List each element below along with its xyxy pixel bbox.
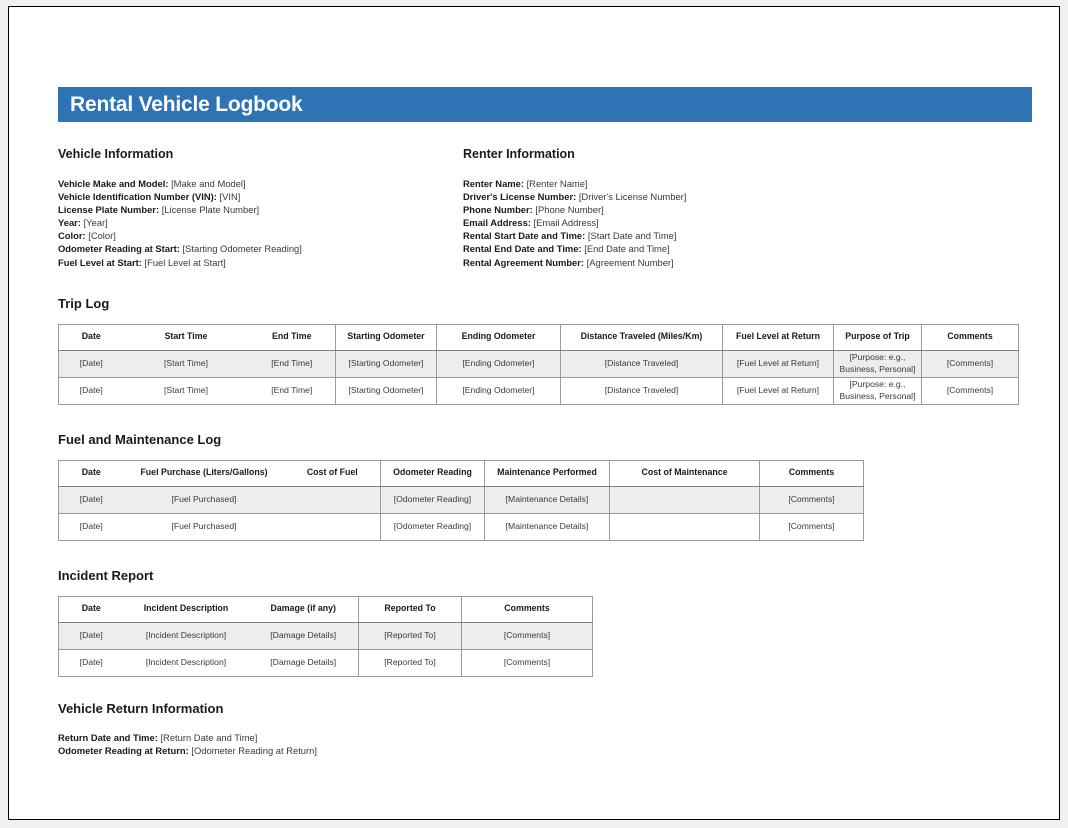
col-header-distance-traveled: Distance Traveled (Miles/Km)	[561, 324, 723, 350]
col-header-incident-description: Incident Description	[124, 596, 249, 622]
cell-damage: [Damage Details]	[249, 649, 359, 676]
field-label: Vehicle Identification Number (VIN):	[58, 191, 217, 203]
vehicle-return-fields	[58, 731, 1033, 757]
field-email-address	[463, 216, 868, 229]
document-page	[8, 6, 1060, 820]
col-header-starting-odometer: Starting Odometer	[336, 324, 437, 350]
cell-reported-to: [Reported To]	[359, 649, 462, 676]
col-header-cost-of-fuel: Cost of Fuel	[285, 460, 381, 486]
col-header-ending-odometer: Ending Odometer	[437, 324, 561, 350]
col-header-damage: Damage (if any)	[249, 596, 359, 622]
cell-date: [Date]	[59, 486, 124, 513]
col-header-comments: Comments	[922, 324, 1019, 350]
field-value: [Start Date and Time]	[587, 230, 677, 242]
field-label: Email Address:	[463, 217, 531, 229]
trip-log-table-wrap	[58, 324, 1033, 405]
field-fuel-level-at-start	[58, 256, 463, 269]
field-odometer-at-start	[58, 242, 463, 255]
field-label: Odometer Reading at Start:	[58, 243, 180, 255]
trip-log-heading: Trip Log	[58, 295, 110, 311]
col-header-maintenance-performed: Maintenance Performed	[485, 460, 610, 486]
field-rental-agreement-number	[463, 256, 868, 269]
field-color	[58, 229, 463, 242]
table-header-row	[59, 596, 593, 622]
field-label: Rental Agreement Number:	[463, 256, 585, 268]
field-vin	[58, 190, 463, 203]
vehicle-information-heading: Vehicle Information	[58, 147, 174, 161]
trip-log-section	[58, 296, 1033, 405]
field-label: Phone Number:	[463, 204, 533, 216]
field-odometer-at-return	[58, 744, 1033, 757]
vehicle-return-information-section	[58, 701, 1033, 757]
cell-cost-of-maintenance	[610, 486, 760, 513]
field-phone-number	[463, 203, 868, 216]
field-label: Fuel Level at Start:	[58, 256, 142, 268]
cell-comments: [Comments]	[462, 622, 593, 649]
cell-cost-of-maintenance	[610, 513, 760, 540]
cell-comments: [Comments]	[462, 649, 593, 676]
cell-odometer-reading: [Odometer Reading]	[381, 486, 485, 513]
cell-start-time: [Start Time]	[124, 377, 249, 404]
cell-distance-traveled: [Distance Traveled]	[561, 377, 723, 404]
cell-fuel-purchase: [Fuel Purchased]	[124, 486, 285, 513]
col-header-date: Date	[59, 460, 124, 486]
cell-comments: [Comments]	[922, 350, 1019, 377]
cell-incident-description: [Incident Description]	[124, 649, 249, 676]
field-label: Color:	[58, 230, 86, 242]
col-header-cost-of-maintenance: Cost of Maintenance	[610, 460, 760, 486]
cell-fuel-level-at-return: [Fuel Level at Return]	[723, 350, 834, 377]
field-value: [Return Date and Time]	[160, 731, 258, 743]
renter-information-fields	[463, 177, 868, 269]
col-header-date: Date	[59, 324, 124, 350]
table-header-row	[59, 460, 864, 486]
cell-odometer-reading: [Odometer Reading]	[381, 513, 485, 540]
incident-report-heading: Incident Report	[58, 567, 154, 583]
cell-comments: [Comments]	[922, 377, 1019, 404]
field-renter-name	[463, 177, 868, 190]
cell-comments: [Comments]	[760, 486, 864, 513]
cell-date: [Date]	[59, 513, 124, 540]
cell-distance-traveled: [Distance Traveled]	[561, 350, 723, 377]
field-value: [Color]	[88, 230, 116, 242]
table-row	[59, 377, 1019, 404]
col-header-comments: Comments	[462, 596, 593, 622]
vehicle-information-fields	[58, 177, 463, 269]
col-header-odometer-reading: Odometer Reading	[381, 460, 485, 486]
cell-end-time: [End Time]	[249, 377, 336, 404]
col-header-purpose-of-trip: Purpose of Trip	[834, 324, 922, 350]
cell-reported-to: [Reported To]	[359, 622, 462, 649]
incident-report-section	[58, 568, 1033, 677]
vehicle-information-section	[58, 147, 463, 269]
information-columns	[58, 147, 1033, 269]
cell-date: [Date]	[59, 377, 124, 404]
col-header-end-time: End Time	[249, 324, 336, 350]
field-license-plate	[58, 203, 463, 216]
field-value: [Driver's License Number]	[578, 191, 687, 203]
renter-information-heading: Renter Information	[463, 147, 575, 161]
field-label: Odometer Reading at Return:	[58, 744, 189, 756]
table-header-row	[59, 324, 1019, 350]
field-label: Rental End Date and Time:	[463, 243, 582, 255]
cell-end-time: [End Time]	[249, 350, 336, 377]
field-rental-start-date-time	[463, 229, 868, 242]
field-value: [End Date and Time]	[584, 243, 670, 255]
trip-log-table	[58, 324, 1019, 405]
field-label: Rental Start Date and Time:	[463, 230, 586, 242]
fuel-maintenance-log-section	[58, 432, 1033, 541]
cell-purpose-of-trip: [Purpose: e.g., Business, Personal]	[834, 377, 922, 404]
table-row	[59, 486, 864, 513]
cell-ending-odometer: [Ending Odometer]	[437, 377, 561, 404]
cell-starting-odometer: [Starting Odometer]	[336, 377, 437, 404]
vehicle-return-information-heading: Vehicle Return Information	[58, 700, 224, 716]
cell-cost-of-fuel	[285, 513, 381, 540]
field-value: [Agreement Number]	[586, 256, 674, 268]
field-label: Renter Name:	[463, 178, 524, 189]
field-value: [Phone Number]	[535, 204, 604, 216]
field-value: [Year]	[83, 217, 108, 229]
field-label: Year:	[58, 217, 81, 229]
fuel-maintenance-table-wrap	[58, 460, 1033, 541]
cell-maintenance-performed: [Maintenance Details]	[485, 513, 610, 540]
field-label: License Plate Number:	[58, 204, 160, 216]
col-header-fuel-level-at-return: Fuel Level at Return	[723, 324, 834, 350]
fuel-maintenance-log-table	[58, 460, 864, 541]
col-header-reported-to: Reported To	[359, 596, 462, 622]
cell-damage: [Damage Details]	[249, 622, 359, 649]
field-label: Driver's License Number:	[463, 191, 577, 203]
field-drivers-license-number	[463, 190, 868, 203]
cell-date: [Date]	[59, 350, 124, 377]
page-title: Rental Vehicle Logbook	[70, 92, 303, 116]
cell-ending-odometer: [Ending Odometer]	[437, 350, 561, 377]
field-year	[58, 216, 463, 229]
col-header-start-time: Start Time	[124, 324, 249, 350]
field-value: [Email Address]	[533, 217, 599, 229]
col-header-comments: Comments	[760, 460, 864, 486]
field-value: [License Plate Number]	[161, 204, 260, 216]
cell-fuel-level-at-return: [Fuel Level at Return]	[723, 377, 834, 404]
col-header-fuel-purchase: Fuel Purchase (Liters/Gallons)	[124, 460, 285, 486]
field-value: [Starting Odometer Reading]	[182, 243, 302, 255]
field-value: [Make and Model]	[171, 178, 246, 189]
cell-incident-description: [Incident Description]	[124, 622, 249, 649]
fuel-maintenance-log-heading: Fuel and Maintenance Log	[58, 431, 222, 447]
cell-start-time: [Start Time]	[124, 350, 249, 377]
field-value: [Renter Name]	[526, 178, 588, 189]
renter-information-section	[463, 147, 868, 269]
cell-fuel-purchase: [Fuel Purchased]	[124, 513, 285, 540]
incident-report-table	[58, 596, 593, 677]
cell-comments: [Comments]	[760, 513, 864, 540]
table-row	[59, 513, 864, 540]
table-row	[59, 622, 593, 649]
incident-report-table-wrap	[58, 596, 1033, 677]
field-value: [Odometer Reading at Return]	[191, 744, 317, 756]
field-value: [Fuel Level at Start]	[144, 256, 226, 268]
cell-starting-odometer: [Starting Odometer]	[336, 350, 437, 377]
field-label: Return Date and Time:	[58, 731, 158, 743]
field-value: [VIN]	[219, 191, 241, 203]
cell-purpose-of-trip: [Purpose: e.g., Business, Personal]	[834, 350, 922, 377]
field-return-date-time	[58, 731, 1033, 744]
field-label: Vehicle Make and Model:	[58, 178, 169, 189]
table-row	[59, 350, 1019, 377]
cell-date: [Date]	[59, 649, 124, 676]
document-body	[58, 87, 1033, 757]
col-header-date: Date	[59, 596, 124, 622]
cell-cost-of-fuel	[285, 486, 381, 513]
document-title-banner	[58, 87, 1032, 122]
table-row	[59, 649, 593, 676]
cell-maintenance-performed: [Maintenance Details]	[485, 486, 610, 513]
field-vehicle-make-model	[58, 177, 463, 190]
field-rental-end-date-time	[463, 242, 868, 255]
cell-date: [Date]	[59, 622, 124, 649]
